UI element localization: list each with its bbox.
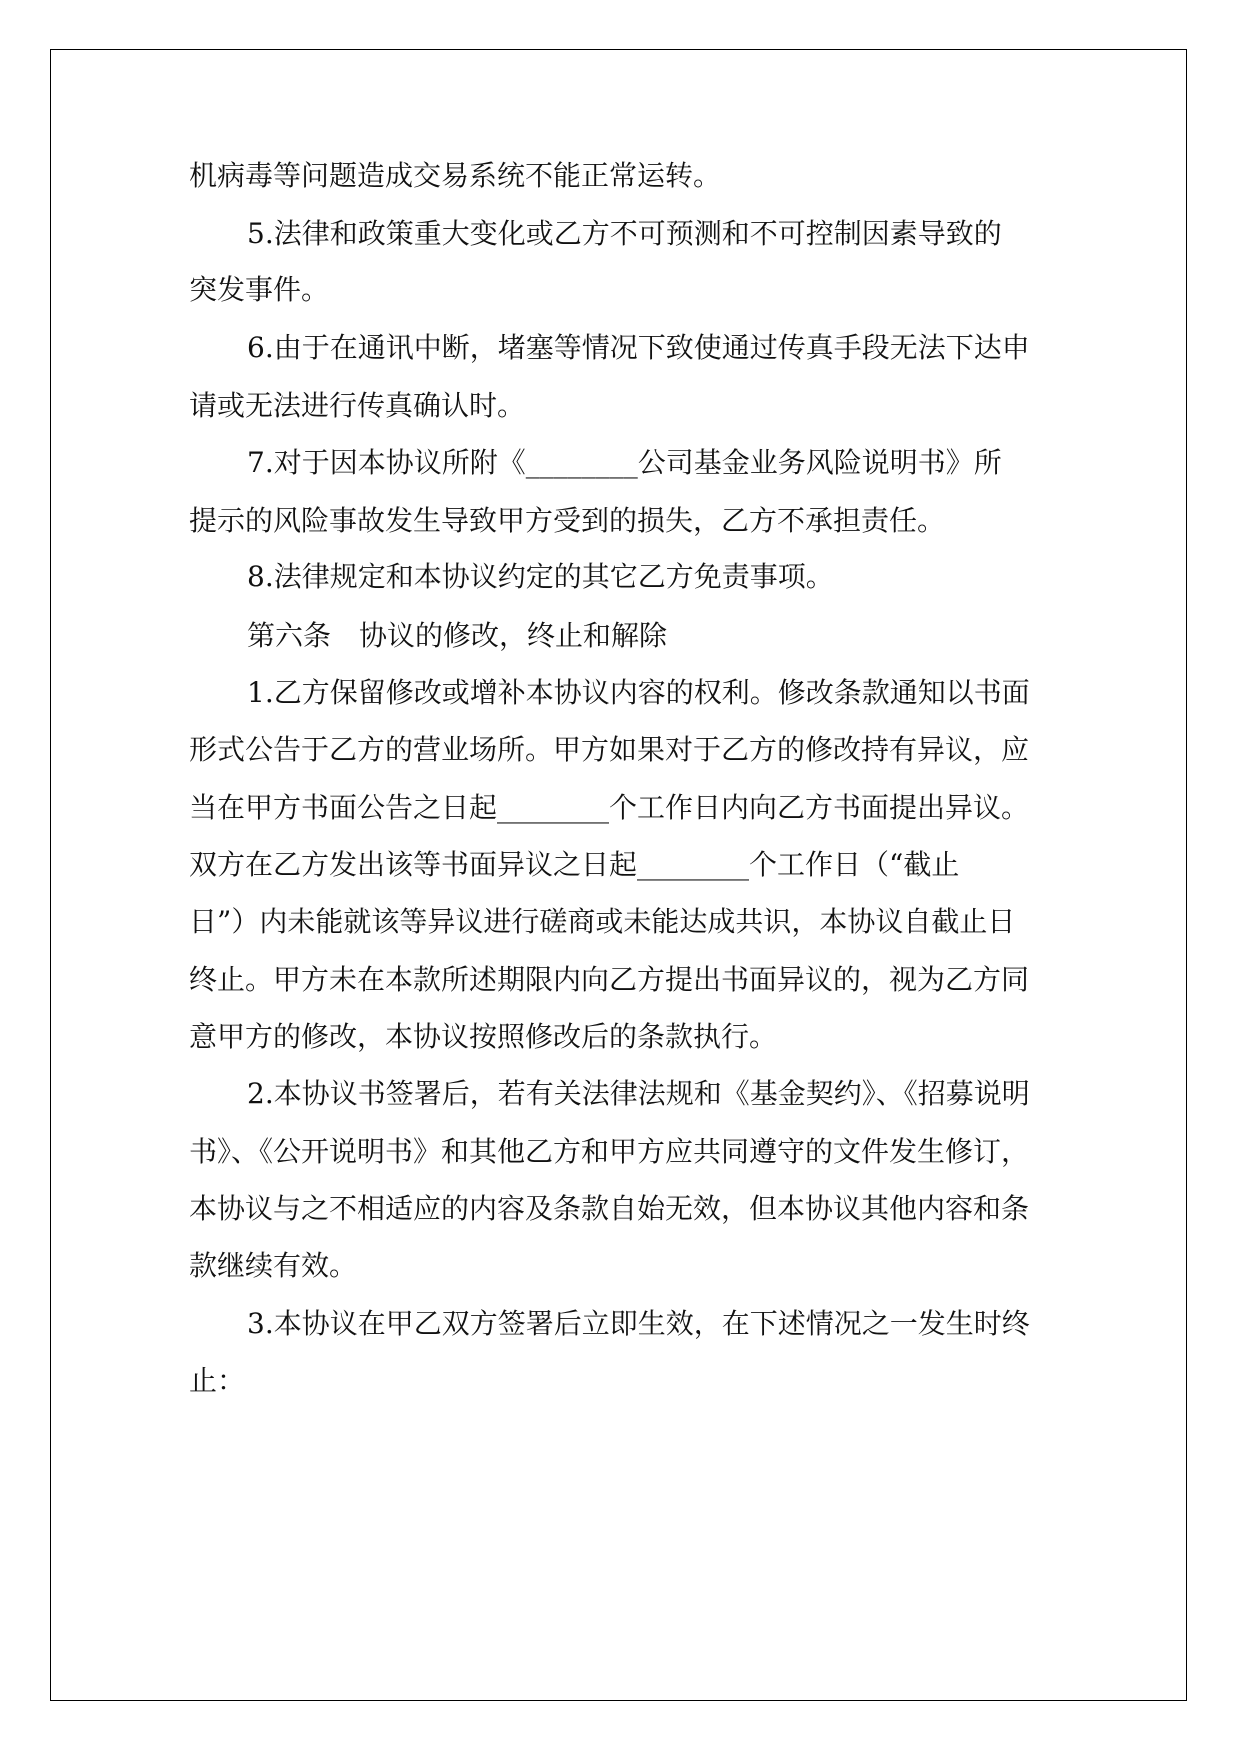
text-line: 5.法律和政策重大变化或乙方不可预测和不可控制因素导致的 (247, 217, 1002, 250)
text-line: 请或无法进行传真确认时。 (189, 389, 526, 422)
text-line: 书》、《公开说明书》和其他乙方和甲方应共同遵守的文件发生修订， (189, 1135, 1030, 1168)
text-line: 款继续有效。 (189, 1249, 358, 1282)
text-line: 日”）内未能就该等异议进行磋商或未能达成共识，本协议自截止日 (189, 905, 1016, 938)
text-line: 形式公告于乙方的营业场所。甲方如果对于乙方的修改持有异议，应 (189, 733, 1030, 766)
text-line: 突发事件。 (189, 273, 330, 306)
text-line: 6.由于在通讯中断，堵塞等情况下致使通过传真手段无法下达申 (247, 331, 1030, 364)
text-line: 7.对于因本协议所附《________公司基金业务风险说明书》所 (247, 446, 1002, 479)
text-line: 止： (189, 1364, 246, 1397)
text-line: 8.法律规定和本协议约定的其它乙方免责事项。 (247, 560, 834, 593)
text-line: 1.乙方保留修改或增补本协议内容的权利。修改条款通知以书面 (247, 676, 1030, 709)
text-line: 提示的风险事故发生导致甲方受到的损失，乙方不承担责任。 (189, 504, 946, 537)
text-line: 3.本协议在甲乙双方签署后立即生效，在下述情况之一发生时终 (247, 1307, 1030, 1340)
text-line: 意甲方的修改，本协议按照修改后的条款执行。 (189, 1020, 778, 1053)
text-line: 本协议与之不相适应的内容及条款自始无效，但本协议其他内容和条 (189, 1192, 1030, 1225)
text-line: 2.本协议书签署后，若有关法律法规和《基金契约》、《招募说明 (247, 1077, 1030, 1110)
text-line: 双方在乙方发出该等书面异议之日起________个工作日（“截止 (189, 848, 960, 881)
text-line: 当在甲方书面公告之日起________个工作日内向乙方书面提出异议。 (189, 791, 1030, 824)
text-line: 机病毒等问题造成交易系统不能正常运转。 (189, 159, 722, 192)
section-heading: 第六条 协议的修改，终止和解除 (247, 619, 668, 652)
text-line: 终止。甲方未在本款所述期限内向乙方提出书面异议的，视为乙方同 (189, 963, 1030, 996)
